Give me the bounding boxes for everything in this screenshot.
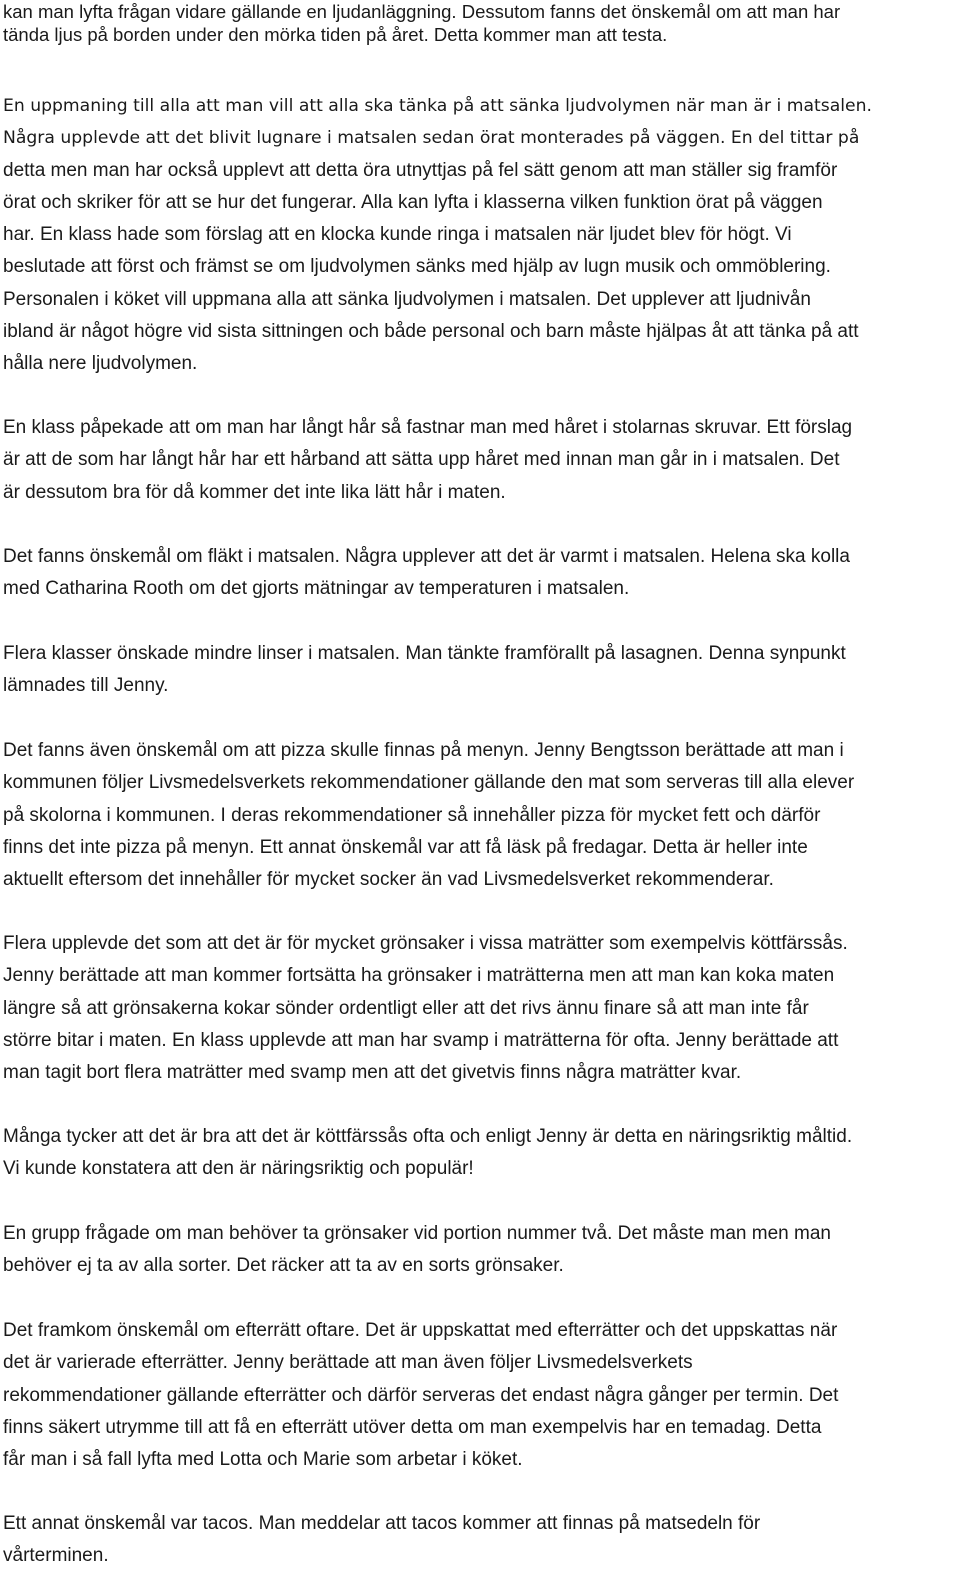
text-line: En uppmaning till alla att man vill att alla ska tänka på att sänka ljudvolymen när man är i matsalen. bbox=[3, 96, 872, 116]
paragraph-langt-har bbox=[3, 412, 958, 509]
text-line: Flera klasser önskade mindre linser i matsalen. Man tänkte framförallt på lasagnen. Denna synpunkt bbox=[3, 643, 846, 664]
text-line: kan man lyfta frågan vidare gällande en ljudanläggning. Dessutom fanns det önskemål om att man har bbox=[3, 1, 841, 22]
text-line: det är varierade efterrätter. Jenny berättade att man även följer Livsmedelsverkets bbox=[3, 1352, 693, 1374]
paragraph-tacos bbox=[3, 1508, 958, 1573]
text-line: tända ljus på borden under den mörka tiden på året. Detta kommer man att testa. bbox=[3, 24, 668, 45]
text-line: örat och skriker för att se hur det fungerar. Alla kan lyfta i klasserna vilken funktion örat på väggen bbox=[3, 191, 823, 213]
text-line: vårterminen. bbox=[3, 1545, 109, 1567]
text-line: rekommendationer gällande efterrätter och därför serveras det endast några gånger per termin. Det bbox=[3, 1384, 839, 1406]
text-line: Det fanns även önskemål om att pizza skulle finnas på menyn. Jenny Bengtsson berättade att man i bbox=[3, 740, 844, 761]
paragraph-portion bbox=[3, 1218, 958, 1283]
text-line: man tagit bort flera maträtter med svamp men att det givetvis finns några maträtter kvar. bbox=[3, 1062, 742, 1084]
text-line: beslutade att först och främst se om ljudvolymen sänks med hjälp av lugn musik och ommöblering. bbox=[3, 256, 831, 278]
text-line: detta men man har också upplevt att detta öra utnyttjas på fel sätt genom att man ställer sig framför bbox=[3, 159, 838, 181]
text-line: hålla nere ljudvolymen. bbox=[3, 353, 198, 375]
text-line: Det fanns önskemål om fläkt i matsalen. Några upplever att det är varmt i matsalen. Helena ska kolla bbox=[3, 546, 850, 567]
text-line: med Catharina Rooth om det gjorts mätningar av temperaturen i matsalen. bbox=[3, 578, 630, 600]
text-line: på skolorna i kommunen. I deras rekommendationer så innehåller pizza för mycket fett och därför bbox=[3, 804, 821, 826]
paragraph-gronsaker bbox=[3, 928, 958, 1089]
paragraph-linser bbox=[3, 638, 958, 703]
text-line: större bitar i maten. En klass upplevde att man har svamp i maträtterna för ofta. Jenny berättade att bbox=[3, 1029, 839, 1051]
text-line: Personalen i köket vill uppmana alla att sänka ljudvolymen i matsalen. Det upplever att ljudnivån bbox=[3, 288, 811, 310]
text-line: är dessutom bra för då kommer det inte lika lätt hår i maten. bbox=[3, 481, 506, 503]
text-line: En grupp frågade om man behöver ta grönsaker vid portion nummer två. Det måste man men man bbox=[3, 1223, 831, 1244]
text-line: behöver ej ta av alla sorter. Det räcker att ta av en sorts grönsaker. bbox=[3, 1255, 564, 1277]
text-line: finns säkert utrymme till att få en efterrätt utöver detta om man exempelvis har en temadag. Detta bbox=[3, 1416, 822, 1438]
text-line: är att de som har långt hår har ett hårband att sätta upp håret med innan man går in i matsalen. Det bbox=[3, 449, 840, 471]
text-line: Jenny berättade att man kommer fortsätta ha grönsaker i maträtterna men att man kan koka maten bbox=[3, 965, 835, 987]
text-line: finns det inte pizza på menyn. Ett annat önskemål var att få läsk på fredagar. Detta är heller inte bbox=[3, 836, 808, 858]
text-line: lämnades till Jenny. bbox=[3, 675, 169, 697]
paragraph-pizza bbox=[3, 735, 958, 896]
paragraph-kottfarssas bbox=[3, 1121, 958, 1186]
text-line: har. En klass hade som förslag att en klocka kunde ringa i matsalen när ljudet blev för högt. Vi bbox=[3, 224, 792, 246]
text-line: Många tycker att det är bra att det är köttfärssås ofta och enligt Jenny är detta en näringsriktig måltid. bbox=[3, 1126, 853, 1147]
text-line: Vi kunde konstatera att den är näringsriktig och populär! bbox=[3, 1158, 474, 1180]
text-line: kommunen följer Livsmedelsverkets rekommendationer gällande den mat som serveras till alla elever bbox=[3, 772, 855, 794]
paragraph-flakt bbox=[3, 541, 958, 606]
text-line: ibland är något högre vid sista sittningen och både personal och barn måste hjälpas åt att tänka på att bbox=[3, 321, 859, 343]
text-line: Det framkom önskemål om efterrätt oftare. Det är uppskattat med efterrätter och det uppskattas när bbox=[3, 1320, 838, 1341]
text-line: Flera upplevde det som att det är för mycket grönsaker i vissa maträtter som exempelvis köttfärssås. bbox=[3, 933, 848, 954]
text-line: Ett annat önskemål var tacos. Man meddelar att tacos kommer att finnas på matsedeln för bbox=[3, 1513, 761, 1534]
text-line: En klass påpekade att om man har långt hår så fastnar man med håret i stolarnas skruvar. Ett förslag bbox=[3, 417, 853, 438]
paragraph-ljudvolym bbox=[3, 90, 958, 381]
paragraph-efterratt bbox=[3, 1315, 958, 1476]
text-line: aktuellt eftersom det innehåller för mycket socker än vad Livsmedelsverket rekommenderar. bbox=[3, 869, 774, 891]
text-line: längre så att grönsakerna kokar sönder ordentligt eller att det rivs ännu finare så att man inte får bbox=[3, 997, 809, 1019]
text-line: får man i så fall lyfta med Lotta och Marie som arbetar i köket. bbox=[3, 1449, 523, 1471]
paragraph-ljudanlaggning bbox=[3, 0, 958, 46]
text-line: Några upplevde att det blivit lugnare i matsalen sedan örat monterades på väggen. En del tittar på bbox=[3, 128, 860, 149]
